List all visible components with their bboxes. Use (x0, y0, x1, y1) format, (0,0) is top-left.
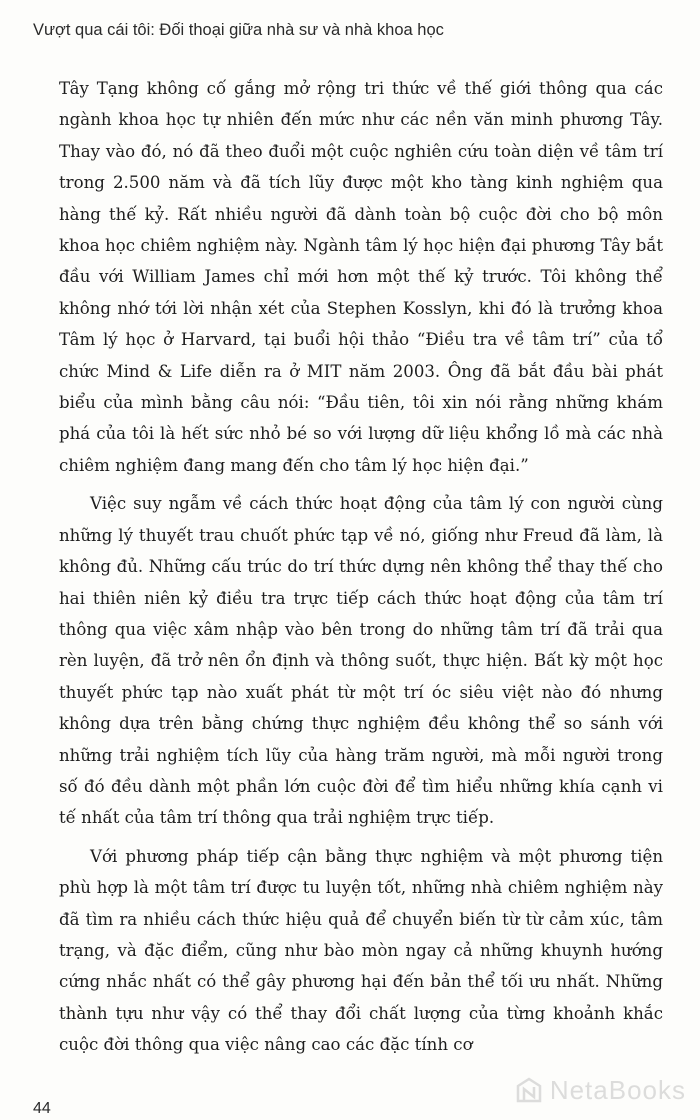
page-body (59, 73, 663, 1061)
watermark (514, 1074, 686, 1106)
book-logo-icon (514, 1075, 544, 1105)
body-paragraph: Với phương pháp tiếp cận bằng thực nghiệm và một phương tiện phù hợp là một tâm trí được tu luyện tốt, những nhà chiêm nghiệm này đã tìm ra nhiều cách thức hiệu quả để chuyển biến từ từ cảm xúc, tâm trạng, và đặc điểm, cũng như bào mòn ngay cả những khuynh hướng cứng nhắc nhất có thể gây phương hại đến bản thể tối ưu nhất. Những thành tựu như vậy có thể thay đổi chất lượng của từng khoảnh khắc cuộc đời thông qua việc nâng cao các đặc tính cơ (59, 846, 663, 1055)
body-paragraph: Tây Tạng không cố gắng mở rộng tri thức về thế giới thông qua các ngành khoa học tự nhiên đến mức như các nền văn minh phương Tây. Thay vào đó, nó đã theo đuổi một cuộc nghiên cứu toàn diện về tâm trí trong 2.500 năm và đã tích lũy được một kho tàng kinh nghiệm qua hàng thế kỷ. Rất nhiều người đã dành toàn bộ cuộc đời cho bộ môn khoa học chiêm nghiệm này. Ngành tâm lý học hiện đại phương Tây bắt đầu với William James chỉ mới hơn một thế kỷ trước. Tôi không thể không nhớ tới lời nhận xét của Stephen Kosslyn, khi đó là trưởng khoa Tâm lý học ở Harvard, tại buổi hội thảo “Điều tra về tâm trí” của tổ chức Mind & Life diễn ra ở MIT năm 2003. Ông đã bắt đầu bài phát biểu của mình bằng câu nói: “Đầu tiên, tôi xin nói rằng những khám phá của tôi là hết sức nhỏ bé so với lượng dữ liệu khổng lồ mà các nhà chiêm nghiệm đang mang đến cho tâm lý học hiện đại.” (59, 79, 663, 475)
running-head: Vượt qua cái tôi: Đối thoại giữa nhà sư và nhà khoa học (33, 21, 444, 39)
watermark-text: NetaBooks (549, 1074, 686, 1105)
page-number: 44 (33, 1100, 51, 1117)
body-paragraph: Việc suy ngẫm về cách thức hoạt động của tâm lý con người cùng những lý thuyết trau chuốt phức tạp về nó, giống như Freud đã làm, là không đủ. Những cấu trúc do trí thức dựng nên không thể thay thế cho hai thiên niên kỷ điều tra trực tiếp cách thức hoạt động của tâm trí thông qua việc xâm nhập vào bên trong do những tâm trí đã trải qua rèn luyện, đã trở nên ổn định và thông suốt, thực hiện. Bất kỳ một học thuyết phức tạp nào xuất phát từ một trí óc siêu việt nào đó nhưng không dựa trên bằng chứng thực nghiệm đều không thể so sánh với những trải nghiệm tích lũy của hàng trăm người, mà mỗi người trong số đó đều dành một phần lớn cuộc đời để tìm hiểu những khía cạnh vi tế nhất của tâm trí thông qua trải nghiệm trực tiếp. (59, 494, 663, 828)
